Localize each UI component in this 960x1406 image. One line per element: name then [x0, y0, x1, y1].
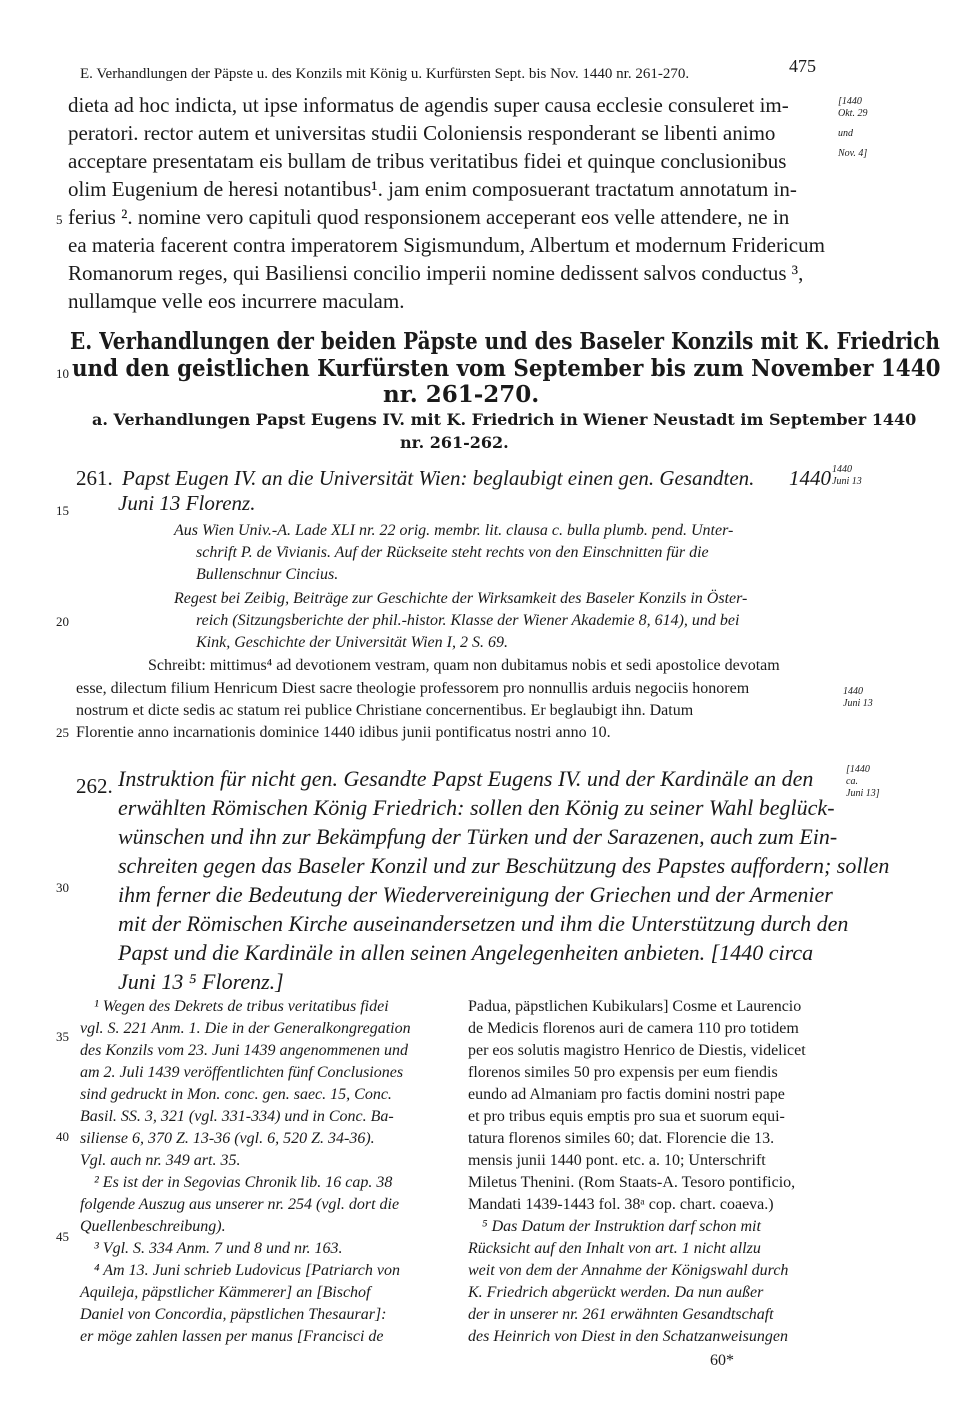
page-number: 475	[789, 56, 816, 76]
signature-mark: 60*	[710, 1352, 734, 1369]
running-title: E. Verhandlungen der Päpste u. des Konzils mit König u. Kurfürsten Sept. bis Nov. 1440 nr. 261-270.	[80, 66, 690, 82]
line-number: 35	[56, 1029, 69, 1044]
doc-heading: Instruktion für nicht gen. Gesandte Papst Eugens IV. und der Kardinäle an den	[118, 766, 814, 791]
margin-note-line: ca.	[846, 776, 858, 787]
margin-note	[832, 464, 862, 488]
doc-heading: mit der Römischen Kirche auseinandersetzen und ihm die Unterstützung durch den	[118, 911, 849, 936]
footnote-line: florenos similes 50 pro expensis per eum fiendis	[468, 1064, 778, 1081]
subsection-title: nr. 261-262.	[400, 433, 509, 452]
footnote-line: Mandati 1439-1443 fol. 38ᵃ cop. chart. coaeva.)	[468, 1196, 774, 1213]
doc-heading: schreiten gegen das Baseler Konzil und zur Beschützung des Papstes auffordern; sollen	[118, 853, 890, 878]
intro-line: olim Eugenium de heresi notantibus¹. jam enim composuerant tractatum annotatum in-	[68, 177, 797, 201]
footnote-line: Vgl. auch nr. 349 art. 35.	[80, 1152, 241, 1169]
intro-line: Romanorum reges, qui Basiliensi concilio imperii nomine dedissent salvos conductus ³,	[68, 261, 804, 285]
margin-note	[846, 764, 880, 800]
section-title: nr. 261-270.	[383, 381, 540, 408]
margin-note	[838, 96, 867, 160]
line-number: 10	[56, 366, 69, 381]
source-line: reich (Sitzungsberichte der phil.-histor. Klasse der Wiener Akademie 8, 614), und bei	[196, 612, 740, 629]
doc-heading: Juni 13 Florenz.	[118, 491, 256, 515]
footnote-line: sind gedruckt in Mon. conc. gen. saec. 15, Conc.	[80, 1086, 392, 1103]
footnote-line: er möge zahlen lassen per manus [Francisci de	[80, 1328, 384, 1345]
text-line: Florentie anno incarnationis dominice 1440 idibus junii pontificatus nostri anno 10.	[76, 724, 611, 741]
footnote-line: ² Es ist der in Segovias Chronik lib. 16 cap. 38	[94, 1174, 393, 1191]
doc-heading: Papst Eugen IV. an die Universität Wien: beglaubigt einen gen. Gesandten.	[122, 466, 755, 490]
line-number: 25	[56, 725, 69, 740]
footnote-line: ⁵ Das Datum der Instruktion darf schon mit	[482, 1218, 761, 1235]
doc-number: 262.	[76, 774, 113, 798]
source-line: Kink, Geschichte der Universität Wien I, 2 S. 69.	[196, 634, 508, 651]
intro-line: peratori. rector autem et universitas studii Coloniensis responderant se libenti animo	[68, 121, 776, 145]
footnote-line: der in unserer nr. 261 erwähnten Gesandtschaft	[468, 1306, 774, 1323]
footnote-line: mensis junii 1440 pont. etc. a. 10; Unterschrift	[468, 1152, 766, 1169]
footnote-line: Miletus Thenini. (Rom Staats-A. Tesoro pontificio,	[468, 1174, 796, 1191]
source-line: Aus Wien Univ.-A. Lade XLI nr. 22 orig. membr. lit. clausa c. bulla plumb. pend. Unter-	[174, 522, 734, 539]
footnote-line: folgende Auszug aus unserer nr. 254 (vgl. dort die	[80, 1196, 400, 1213]
footnote-line: Aquileja, päpstlicher Kämmerer] an [Bischof	[80, 1284, 371, 1301]
source-line: schrift P. de Vivianis. Auf der Rückseite steht rechts von den Einschnitten für die	[196, 544, 709, 561]
footnote-line: ¹ Wegen des Dekrets de tribus veritatibus fidei	[94, 998, 389, 1015]
footnote-line: K. Friedrich abgerückt werden. Da nun außer	[468, 1284, 764, 1301]
footnote-line: Quellenbeschreibung).	[80, 1218, 226, 1235]
source-line: Bullenschnur Cincius.	[196, 566, 339, 583]
margin-note-line: [1440	[846, 764, 870, 775]
doc-heading: erwählten Römischen König Friedrich: sollen den König zu seiner Wahl beglück-	[118, 795, 835, 820]
source-line: Regest bei Zeibig, Beiträge zur Geschichte der Wirksamkeit des Baseler Konzils in Öster-	[174, 590, 748, 607]
section-title: und den geistlichen Kurfürsten vom September bis zum November 1440	[72, 355, 941, 382]
intro-line: acceptare presentatam eis bullam de tribus veritatibus fidei et quinque conclusionibus	[68, 149, 787, 173]
footnote-line: ³ Vgl. S. 334 Anm. 7 und 8 und nr. 163.	[94, 1240, 343, 1257]
margin-note	[843, 686, 873, 710]
footnote-line: des Heinrich von Diest in den Schatzanweisungen	[468, 1328, 788, 1345]
footnote-line: Daniel von Concordia, päpstlichen Thesaurar]:	[80, 1306, 387, 1323]
footnote-line: am 2. Juli 1439 veröffentlichten fünf Conclusiones	[80, 1064, 404, 1081]
doc-heading: Papst und die Kardinäle in allen seinen Angelegenheiten anbieten. [1440 circa	[118, 940, 814, 965]
footnote-line: ⁴ Am 13. Juni schrieb Ludovicus [Patriarch von	[94, 1262, 400, 1279]
margin-note-line: 1440	[843, 686, 863, 697]
line-number: 30	[56, 880, 69, 895]
margin-note-line: 1440	[832, 464, 852, 475]
footnote-line: des Konzils vom 23. Juni 1439 angenommenen und	[80, 1042, 408, 1059]
margin-note-line: Juni 13	[832, 476, 862, 487]
subsection-title: a. Verhandlungen Papst Eugens IV. mit K. Friedrich in Wiener Neustadt im September 1440	[92, 410, 917, 429]
footnote-line: Basil. SS. 3, 321 (vgl. 331-334) und in Conc. Ba-	[80, 1108, 394, 1125]
margin-note-line: und	[838, 128, 853, 139]
margin-note-line: Juni 13]	[846, 788, 880, 799]
text-line: nostrum et dicte sedis ac statum rei publice Christiane concernentibus. Er beglaubigt ihn. Datum	[76, 702, 694, 719]
footnote-line: vgl. S. 221 Anm. 1. Die in der Generalkongregation	[80, 1020, 411, 1037]
doc-heading: Juni 13 ⁵ Florenz.]	[118, 969, 284, 994]
footnote-line: Rücksicht auf den Inhalt von art. 1 nicht allzu	[468, 1240, 761, 1257]
margin-note-line: Okt. 29	[838, 108, 868, 119]
intro-line: ferius ². nomine vero capituli quod responsionem acceperant eos velle attendere, ne in	[68, 205, 790, 229]
footnote-line: et pro tribus equis emptis pro sua et suorum equi-	[468, 1108, 785, 1125]
line-number: 45	[56, 1229, 69, 1244]
footnote-line: weit von dem der Annahme der Königswahl durch	[468, 1262, 789, 1279]
margin-note-line: Juni 13	[843, 698, 873, 709]
doc-heading: ihm ferner die Bedeutung der Wiedervereinigung der Griechen und der Armenier	[118, 882, 833, 907]
intro-line: nullamque velle eos incurrere maculam.	[68, 289, 405, 313]
doc-heading: wünschen und ihn zur Bekämpfung der Türken und der Sarazenen, auch zum Ein-	[118, 824, 838, 849]
footnote-line: Padua, päpstlichen Kubikulars] Cosme et Laurencio	[468, 998, 802, 1015]
doc-date: 1440	[789, 466, 831, 490]
intro-line: ea materia facerent contra imperatorem Sigismundum, Albertum et modernum Fridericum	[68, 233, 825, 257]
footnote-line: per eos solutis magistro Henrico de Diestis, videlicet	[468, 1042, 806, 1059]
section-title: E. Verhandlungen der beiden Päpste und des Baseler Konzils mit K. Friedrich	[70, 328, 940, 355]
intro-line: dieta ad hoc indicta, ut ipse informatus de agendis super causa ecclesie consuleret im-	[68, 93, 789, 117]
text-line: esse, dilectum filium Henricum Diest sacre theologie professorem pro nonnullis arduis negociis honorem	[76, 680, 750, 697]
footnote-line: de Medicis florenos auri de camera 110 pro totidem	[468, 1020, 799, 1037]
line-number: 20	[56, 614, 69, 629]
line-number: 5	[56, 212, 63, 227]
doc-number: 261.	[76, 466, 113, 490]
margin-note-line: [1440	[838, 96, 862, 107]
footnote-line: siliense 6, 370 Z. 13-36 (vgl. 6, 520 Z. 34-36).	[80, 1130, 375, 1147]
margin-note-line: Nov. 4]	[838, 148, 868, 159]
line-number: 15	[56, 503, 69, 518]
line-number: 40	[56, 1129, 69, 1144]
text-line: Schreibt: mittimus⁴ ad devotionem vestram, quam non dubitamus nobis et sedi apostolice devotam	[148, 657, 780, 674]
footnote-line: tatura florenos similes 60; dat. Florencie die 13.	[468, 1130, 775, 1147]
footnote-line: eundo ad Almaniam pro factis domini nostri pape	[468, 1086, 785, 1103]
